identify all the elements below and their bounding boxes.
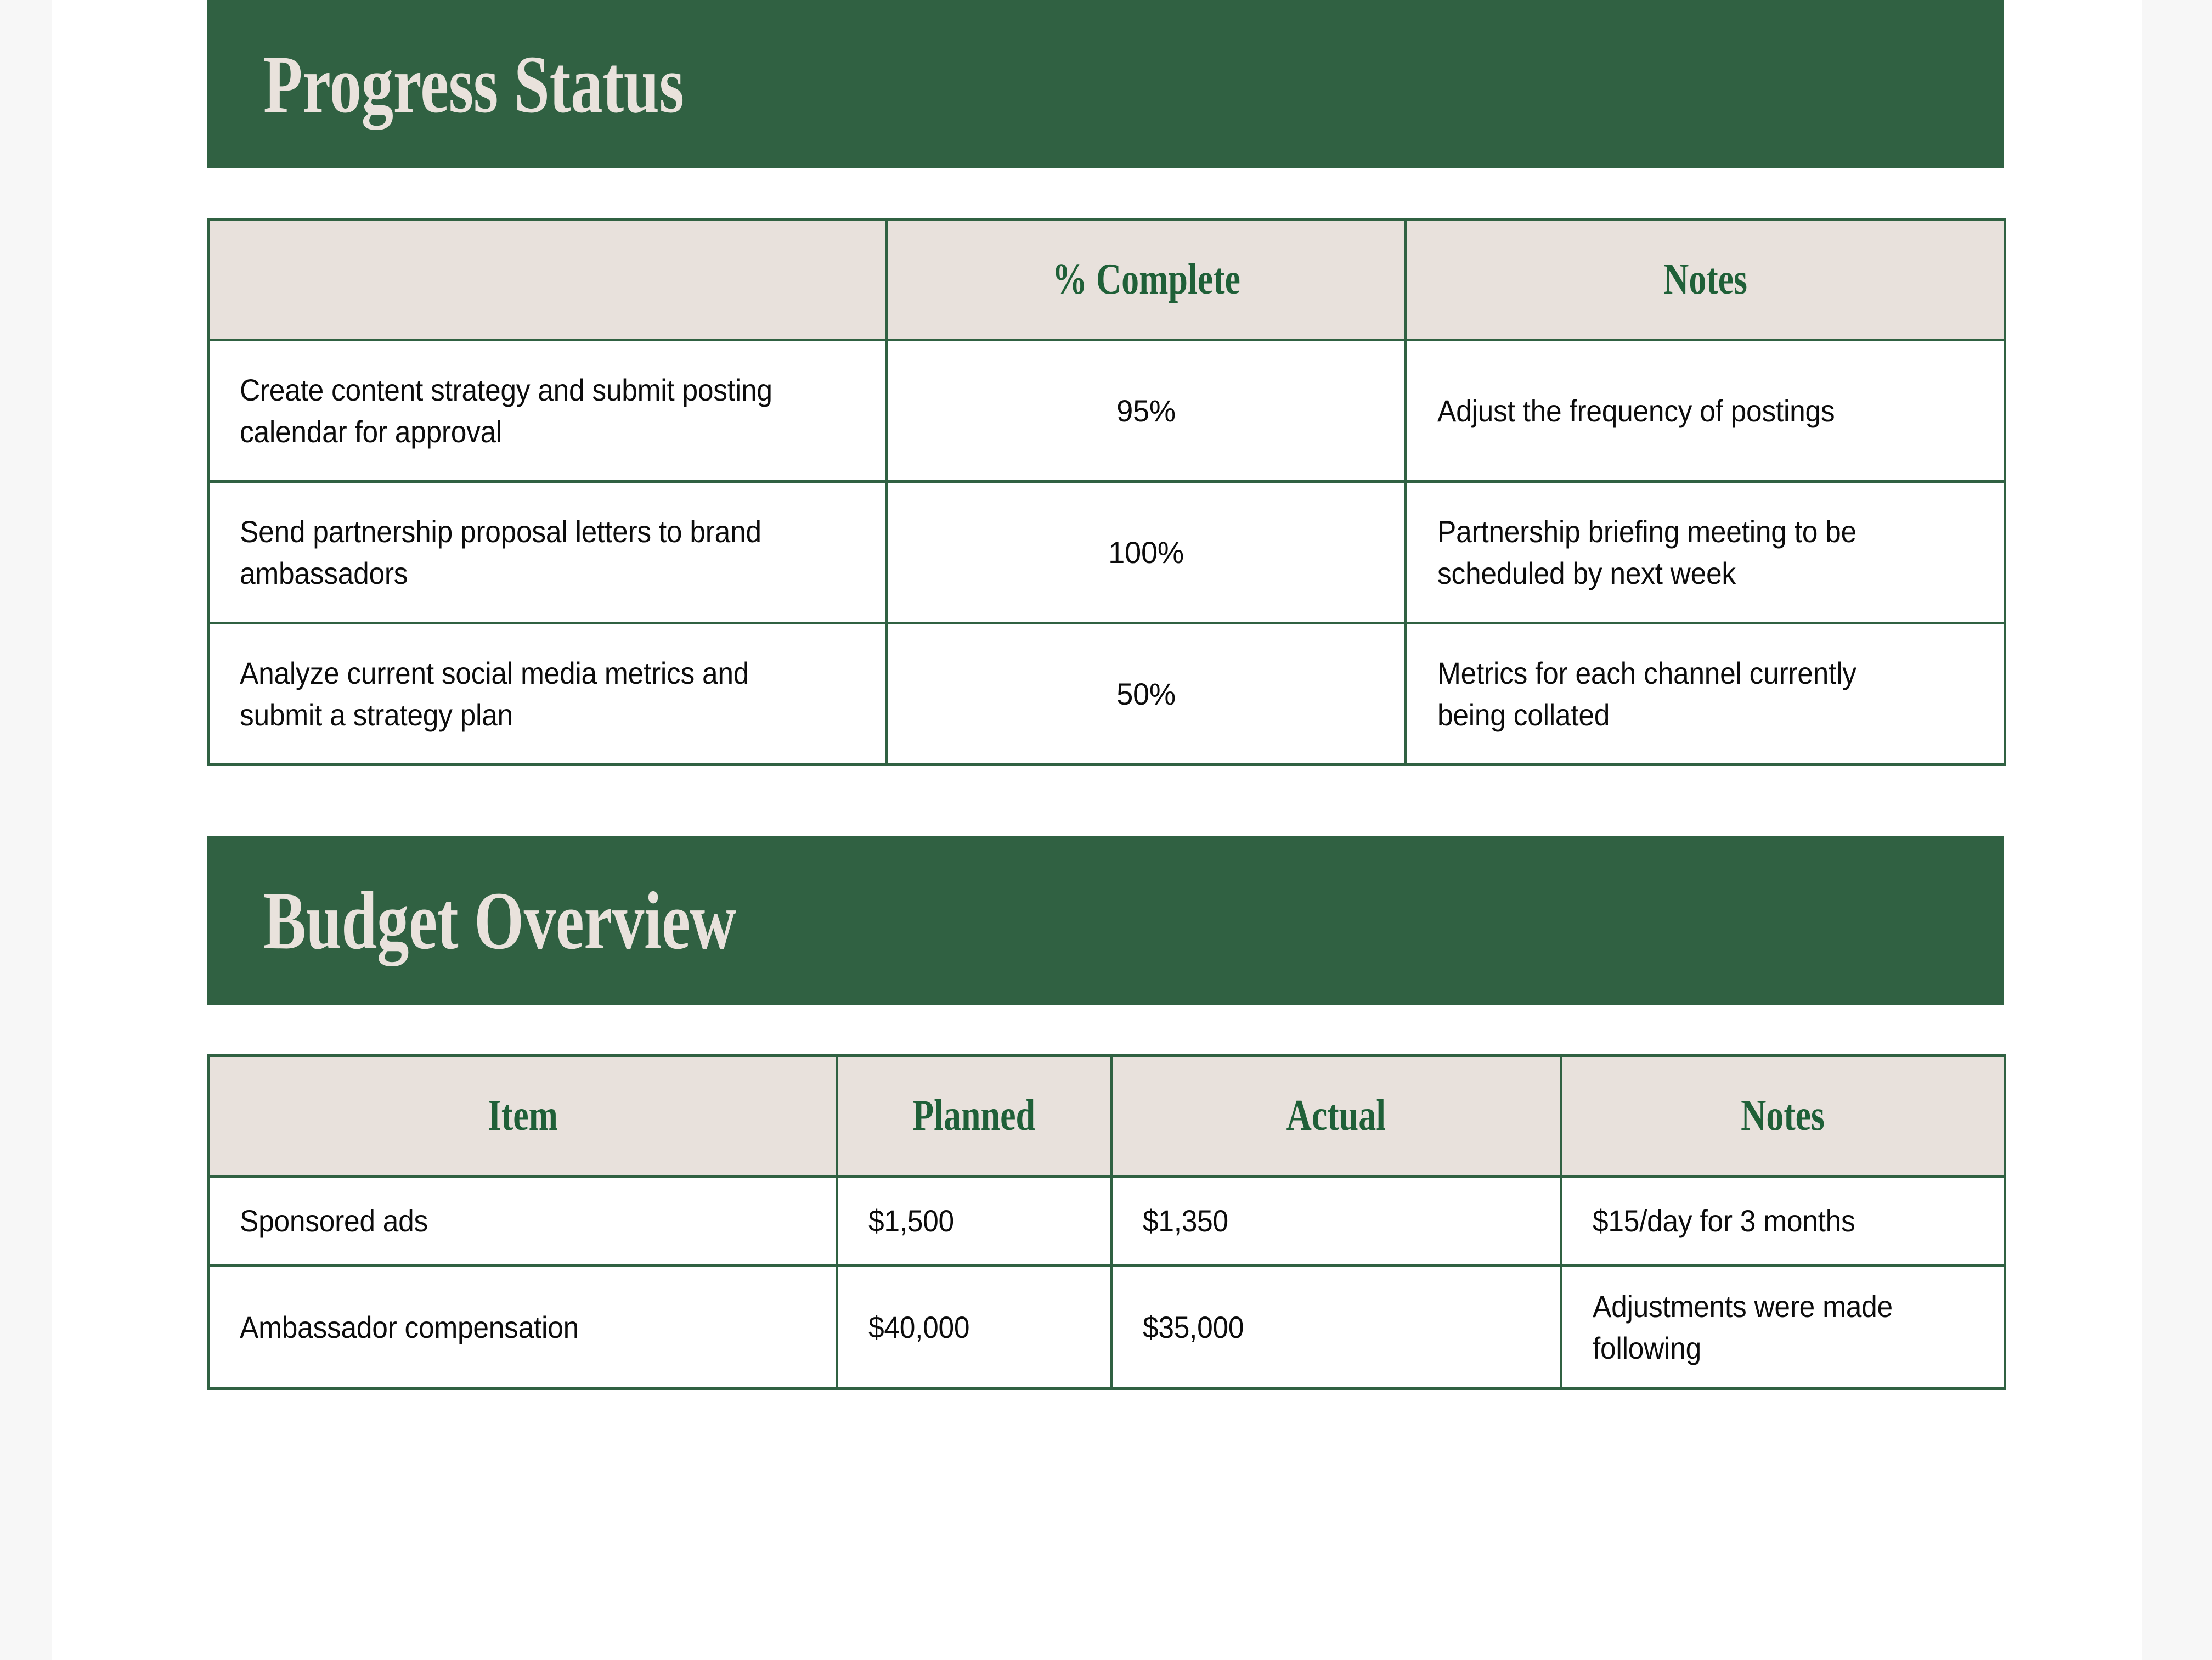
- cell-percent-complete: 100%: [887, 482, 1406, 623]
- cell-notes: Metrics for each channel currently being collated: [1406, 623, 2005, 765]
- column-header-item: Item: [208, 1056, 837, 1177]
- column-header-notes: Notes: [1406, 220, 2005, 340]
- document-content: [207, 0, 2004, 1390]
- cell-percent-complete: 95%: [887, 340, 1406, 482]
- section-title-budget-overview: Budget Overview: [263, 875, 736, 966]
- table-row: [208, 340, 2005, 482]
- table-header-row: [208, 220, 2005, 340]
- cell-task: Analyze current social media metrics and submit a strategy plan: [208, 623, 887, 765]
- cell-notes: Partnership briefing meeting to be scheduled by next week: [1406, 482, 2005, 623]
- cell-notes: $15/day for 3 months: [1561, 1177, 2005, 1266]
- column-header-notes: Notes: [1561, 1056, 2005, 1177]
- cell-planned: $40,000: [837, 1266, 1111, 1389]
- section-title-progress-status: Progress Status: [263, 38, 684, 130]
- cell-actual: $35,000: [1111, 1266, 1561, 1389]
- budget-overview-table-body: [208, 1177, 2005, 1389]
- column-header-planned: Planned: [837, 1056, 1111, 1177]
- budget-overview-table: [207, 1054, 2006, 1390]
- cell-actual: $1,350: [1111, 1177, 1561, 1266]
- table-row: [208, 1266, 2005, 1389]
- cell-task: Create content strategy and submit posting calendar for approval: [208, 340, 887, 482]
- section-banner-progress-status: [207, 0, 2004, 168]
- table-row: [208, 623, 2005, 765]
- section-spacer: [207, 766, 2004, 836]
- cell-item: Sponsored ads: [208, 1177, 837, 1266]
- page-gutter-right: [2142, 0, 2212, 1660]
- cell-task: Send partnership proposal letters to brand ambassadors: [208, 482, 887, 623]
- column-header-percent-complete: % Complete: [887, 220, 1406, 340]
- progress-status-table-head: [208, 220, 2005, 340]
- cell-notes: Adjustments were made following: [1561, 1266, 2005, 1389]
- document-page: [52, 0, 2142, 1660]
- table-header-row: [208, 1056, 2005, 1177]
- page-gutter-left: [0, 0, 52, 1660]
- cell-planned: $1,500: [837, 1177, 1111, 1266]
- cell-percent-complete: 50%: [887, 623, 1406, 765]
- table-row: [208, 1177, 2005, 1266]
- table-row: [208, 482, 2005, 623]
- section-banner-budget-overview: [207, 836, 2004, 1005]
- progress-status-table: [207, 218, 2006, 766]
- column-header-actual: Actual: [1111, 1056, 1561, 1177]
- budget-overview-table-head: [208, 1056, 2005, 1177]
- progress-status-table-body: [208, 340, 2005, 765]
- cell-notes: Adjust the frequency of postings: [1406, 340, 2005, 482]
- cell-item: Ambassador compensation: [208, 1266, 837, 1389]
- column-header-task: [208, 220, 887, 340]
